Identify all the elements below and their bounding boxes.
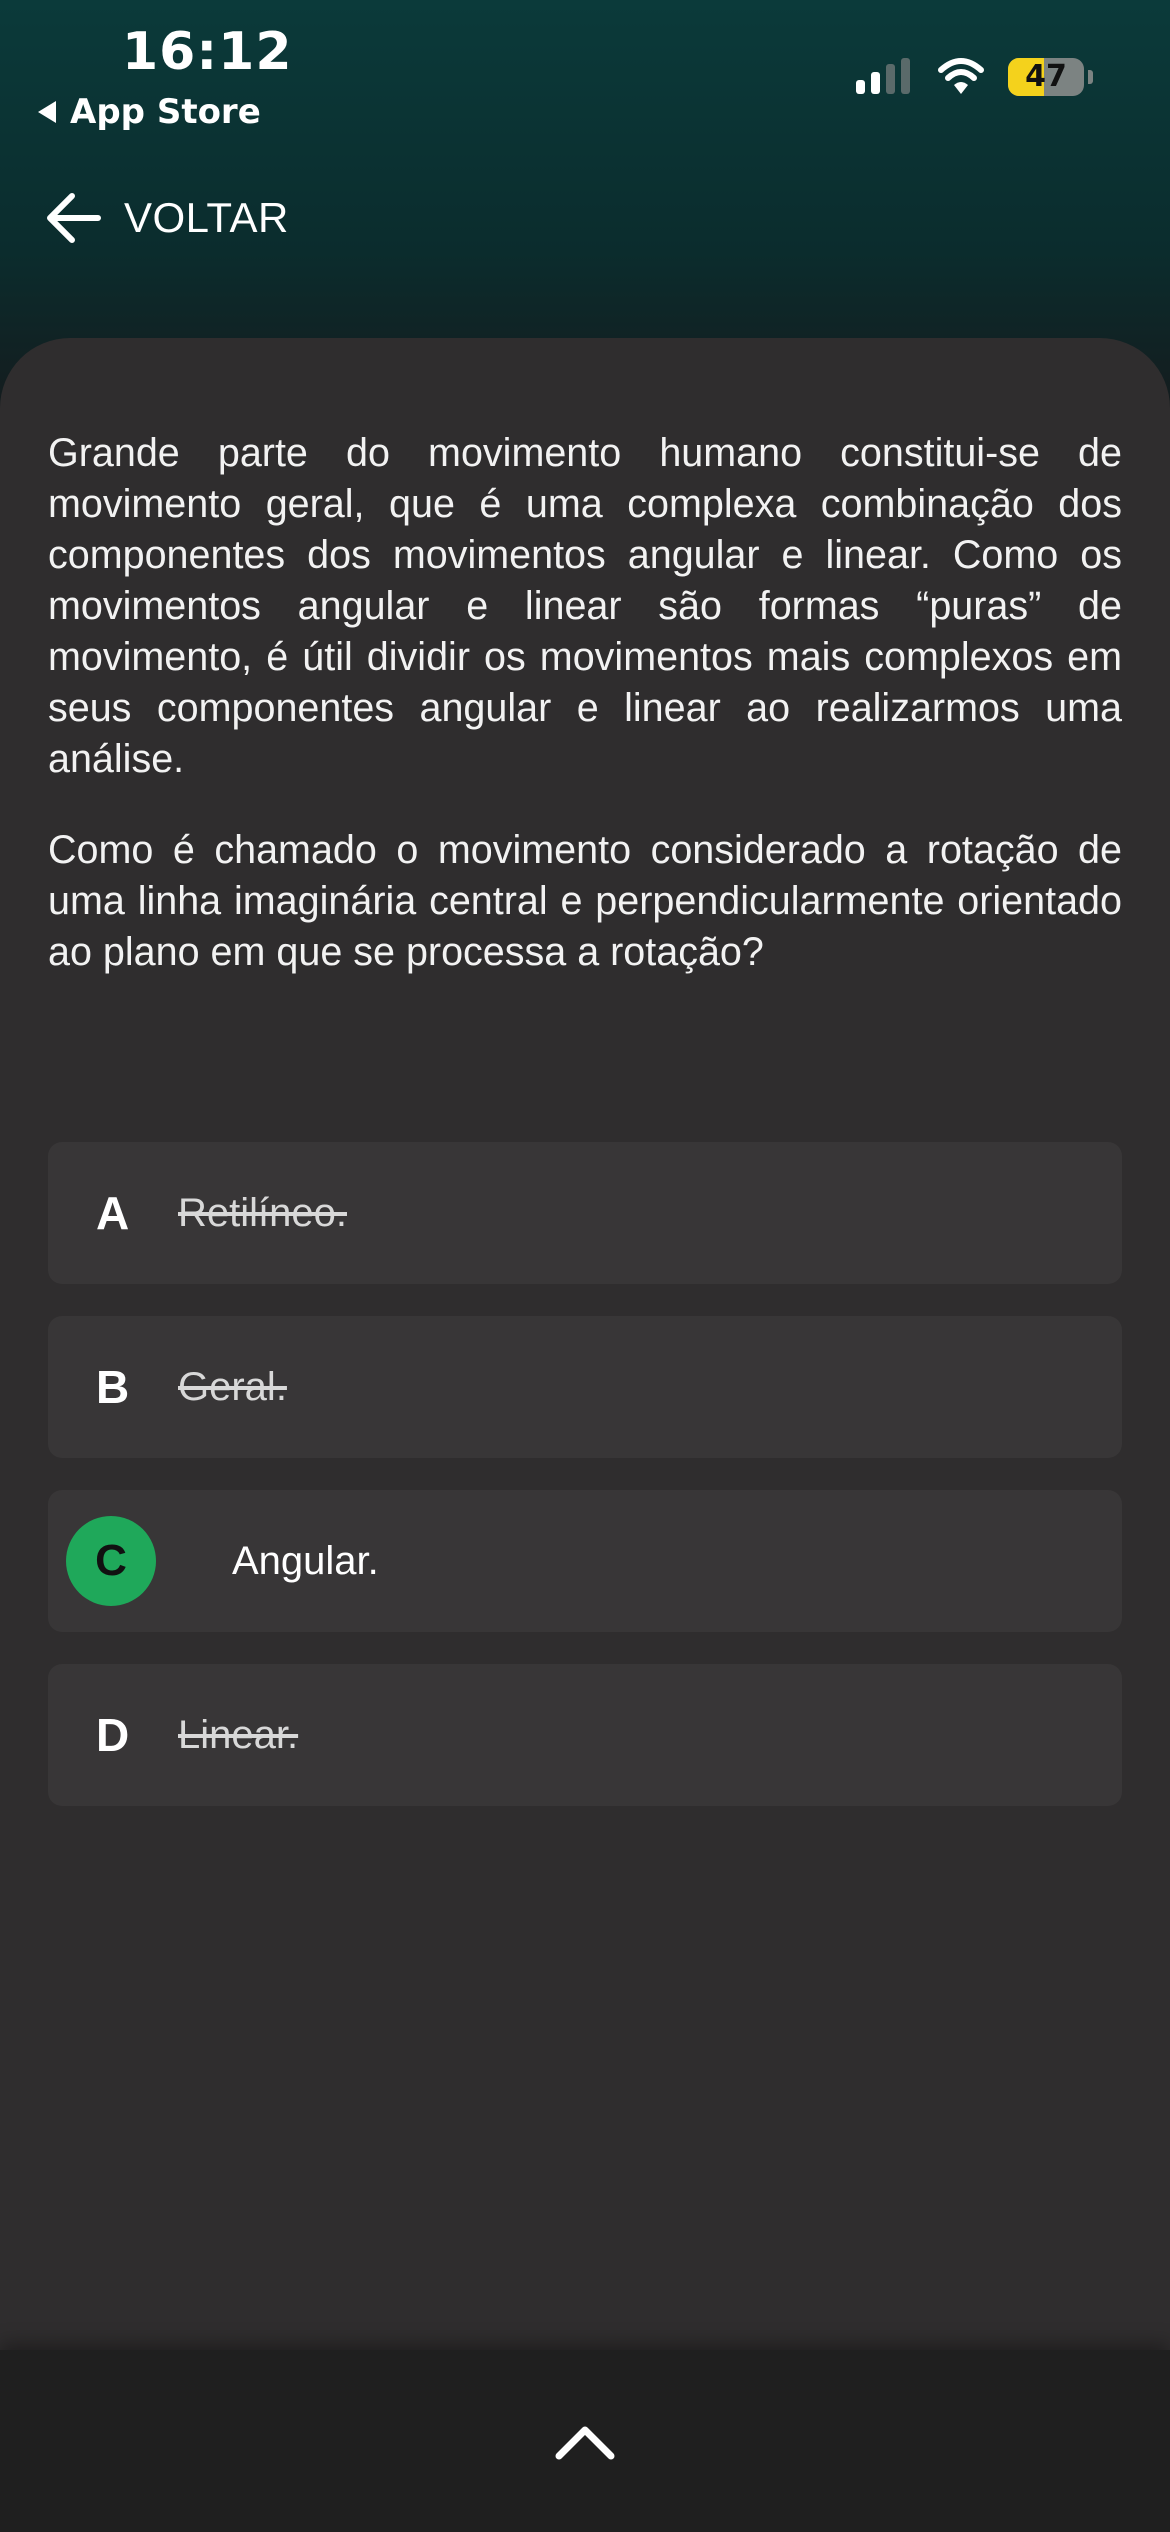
option-text: Retilíneo. — [178, 1190, 347, 1235]
status-time: 16:12 — [122, 22, 293, 82]
battery-level: 47 — [1025, 59, 1067, 94]
correct-answer-badge: C — [66, 1516, 156, 1606]
question-card — [0, 338, 1170, 2348]
status-back-app-label: App Store — [70, 92, 261, 132]
question-prompt: Como é chamado o movimento considerado a rotação de uma linha imaginária central e perpendicularmente orientado ao plano em que se processa a rotação? — [48, 828, 1122, 974]
answer-options — [48, 1142, 1122, 1838]
signal-bar — [901, 58, 910, 94]
option-text: Geral. — [178, 1364, 287, 1409]
option-b[interactable] — [48, 1316, 1122, 1458]
option-letter: B — [96, 1361, 130, 1413]
battery-icon — [1008, 58, 1084, 96]
question-context: Grande parte do movimento humano constitui-se de movimento geral, que é uma complexa combinação dos componentes dos movimentos angular e linear. Como os movimentos angular e linear são formas “puras” de movimento, é útil dividir os movimentos mais complexos em seus componentes angular e linear ao realizarmos uma análise. — [48, 431, 1122, 781]
signal-bar — [886, 64, 895, 94]
option-c[interactable] — [48, 1490, 1122, 1632]
status-back-to-app[interactable] — [38, 92, 261, 132]
back-button[interactable] — [44, 190, 289, 246]
back-triangle-icon — [38, 101, 56, 123]
option-text: Angular. — [232, 1538, 379, 1583]
option-letter: D — [96, 1709, 130, 1761]
question-text — [48, 428, 1122, 1018]
option-text: Linear. — [178, 1712, 299, 1757]
option-letter: A — [96, 1187, 130, 1239]
cellular-signal-icon — [856, 58, 910, 94]
chevron-up-icon[interactable] — [553, 2422, 617, 2462]
back-button-label: VOLTAR — [124, 194, 289, 241]
signal-bar — [856, 80, 865, 94]
option-d[interactable] — [48, 1664, 1122, 1806]
option-a[interactable] — [48, 1142, 1122, 1284]
bottom-bar — [0, 2350, 1170, 2532]
wifi-icon — [938, 56, 984, 96]
battery-tip — [1088, 70, 1093, 84]
signal-bar — [871, 72, 880, 94]
arrow-left-icon — [44, 190, 102, 246]
